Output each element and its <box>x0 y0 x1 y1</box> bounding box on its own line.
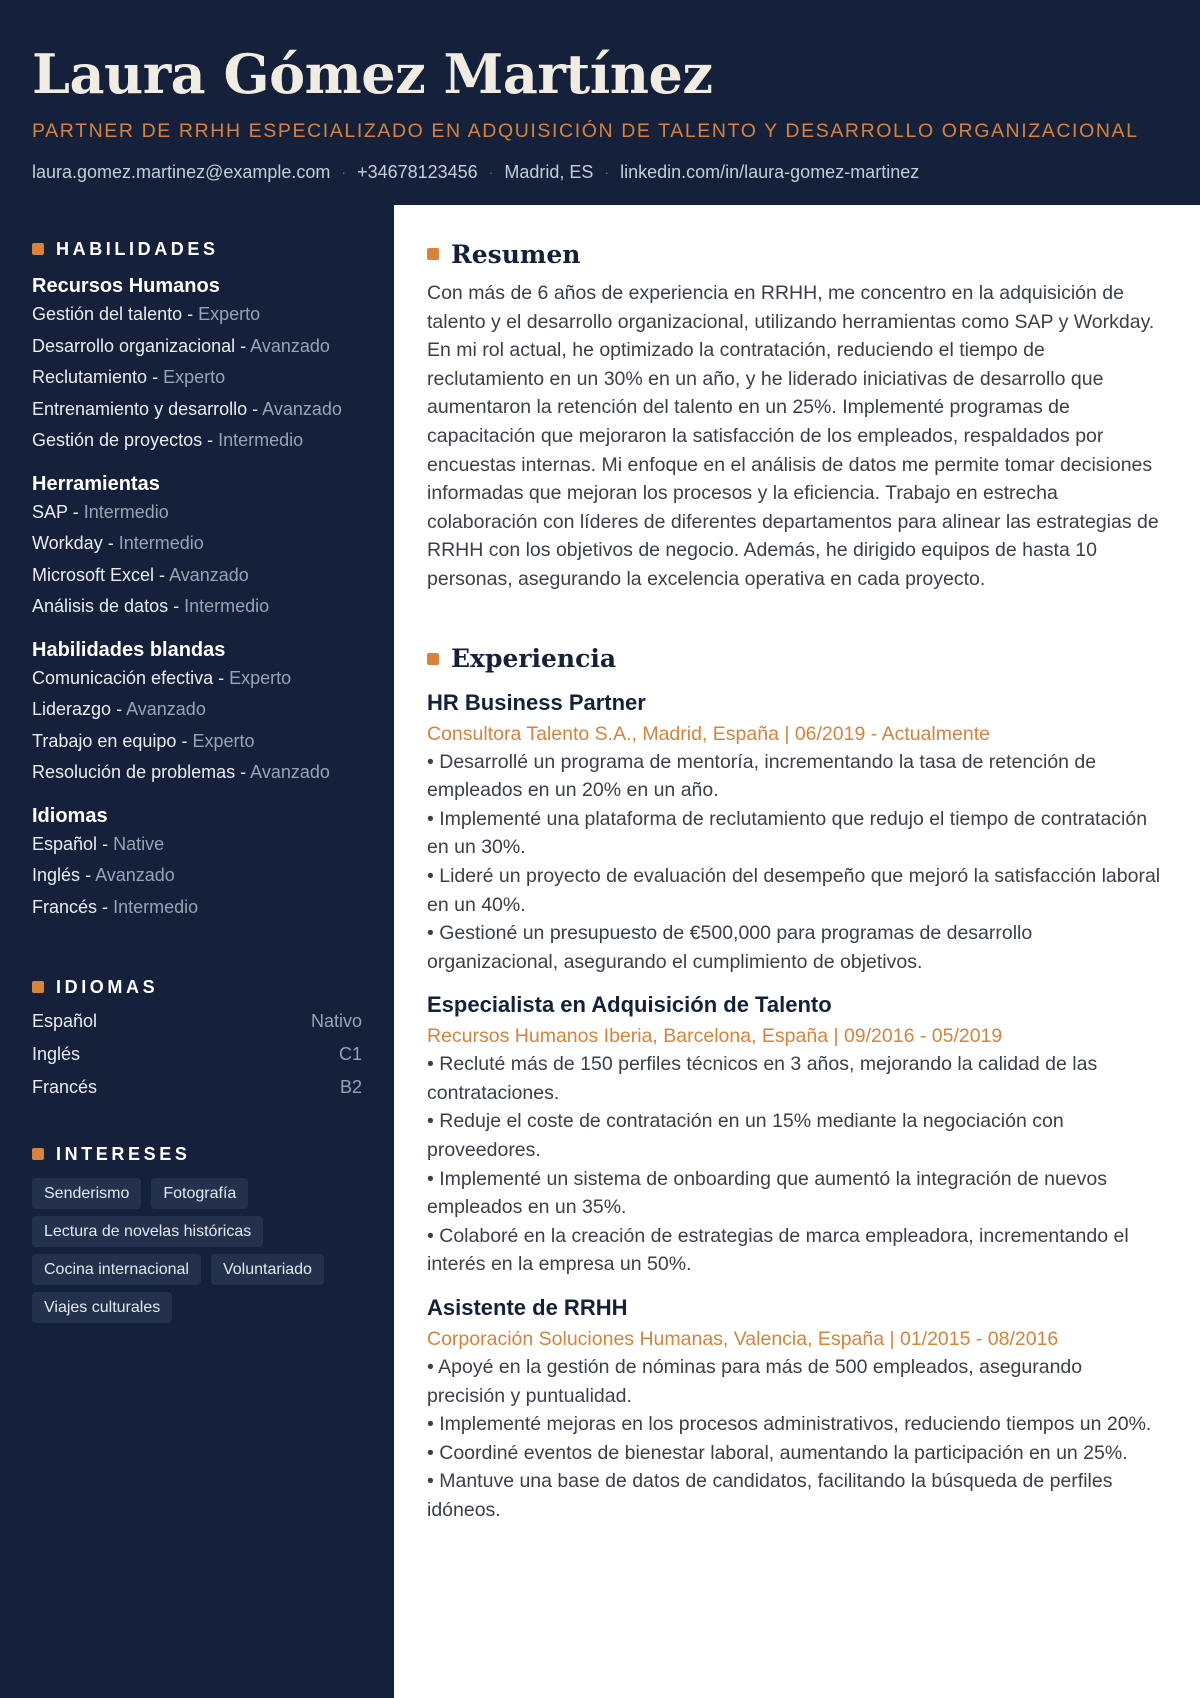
skill-dash: - <box>116 699 123 719</box>
contact-separator: · <box>341 164 347 180</box>
language-level: B2 <box>339 1077 362 1097</box>
skill-item <box>32 497 362 529</box>
candidate-name: Laura Gómez Martínez <box>32 42 713 106</box>
job-bullet: • Lideré un proyecto de evaluación del desempeño que mejoró la satisfacción laboral en un 40%. <box>427 864 1161 916</box>
interests-heading <box>32 1142 362 1166</box>
skill-item <box>32 528 362 560</box>
skill-item <box>32 694 362 726</box>
contact-phone[interactable]: +34678123456 <box>357 162 478 182</box>
job-entry <box>427 1293 1162 1525</box>
languages-list <box>32 1005 362 1104</box>
skill-dash: - <box>102 896 109 917</box>
interest-tag: Senderismo <box>32 1178 141 1209</box>
contact-location: Madrid, ES <box>504 162 594 182</box>
skill-group-title: Idiomas <box>32 804 108 827</box>
skill-dash: - <box>107 533 114 553</box>
job-title: HR Business Partner <box>427 689 646 715</box>
skill-item <box>32 860 362 892</box>
skill-name: Español <box>32 833 98 854</box>
interest-tag: Lectura de novelas históricas <box>32 1216 263 1247</box>
experience-list <box>427 688 1162 1525</box>
job-bullet: • Implementé un sistema de onboarding que aumentó la integración de nuevos empleados en un 35%. <box>427 1167 1108 1219</box>
language-level: Nativo <box>310 1011 362 1031</box>
skills-heading <box>32 237 362 261</box>
skill-item <box>32 331 362 363</box>
job-bullet: • Implementé una plataforma de reclutamiento que redujo el tiempo de contratación en un 30%. <box>427 807 1148 859</box>
contact-linkedin[interactable]: linkedin.com/in/laura-gomez-martinez <box>620 162 920 182</box>
job-bullet: • Gestioné un presupuesto de €500,000 para programas de desarrollo organizacional, asegurando el cumplimiento de objetivos. <box>427 922 1033 973</box>
job-bullets <box>427 1353 1162 1525</box>
job-company-dates: Recursos Humanos Iberia, Barcelona, España | 09/2016 - 05/2019 <box>427 1025 1003 1048</box>
job-company-dates: Consultora Talento S.A., Madrid, España | 06/2019 - Actualmente <box>427 722 990 745</box>
language-level: C1 <box>338 1044 362 1064</box>
job-title: Especialista en Adquisición de Talento <box>427 992 832 1018</box>
skill-item <box>32 591 362 623</box>
job-bullet: • Colaboré en la creación de estrategias de marca empleadora, incrementando el interés en la empresa un 50%. <box>427 1224 1129 1276</box>
skill-name: Inglés <box>32 865 81 885</box>
interests-tags <box>32 1178 372 1330</box>
skill-level: Avanzado <box>169 564 249 585</box>
skill-level: Intermedio <box>218 430 304 450</box>
interest-tag: Fotografía <box>151 1178 248 1209</box>
job-company-dates: Corporación Soluciones Humanas, Valencia, España | 01/2015 - 08/2016 <box>427 1328 1059 1351</box>
skill-item <box>32 560 362 592</box>
skill-name: Francés <box>32 896 98 917</box>
interests-heading-label: INTERESES <box>56 1143 191 1164</box>
contact-separator: · <box>488 164 494 180</box>
job-entry <box>427 990 1162 1279</box>
job-bullets <box>427 1050 1162 1279</box>
skill-dash: - <box>102 833 109 854</box>
resume-header <box>0 0 1200 205</box>
interest-tag: Voluntariado <box>211 1254 324 1285</box>
summary-text: Con más de 6 años de experiencia en RRHH, me concentro en la adquisición de talento y el desarrollo organizacional, utilizando herramientas como SAP y Workday. En mi rol actual, he optimizado la contratación, reduciendo el tiempo de reclutamiento en un 30% en un año, y he liderado iniciativas de desarrollo que aumentaron la retención del talento en un 25%. Implementé programas de capacitación que mejoraron la satisfacción de los empleados, respaldados por encuestas internas. Mi enfoque en el análisis de datos me permite tomar decisiones informadas que mejoran los procesos y la eficiencia. Trabajo en estrecha colaboración con líderes de diferentes departamentos para alinear las estrategias de RRHH con los objetivos de negocio. Además, he dirigido equipos de hasta 10 personas, asegurando la excelencia operativa en cada proyecto. <box>427 282 1159 590</box>
skill-level: Avanzado <box>250 335 330 356</box>
job-bullet: • Mantuve una base de datos de candidatos, facilitando la búsqueda de perfiles idóneos. <box>427 1470 1113 1521</box>
language-name: Inglés <box>32 1044 81 1064</box>
skill-level: Intermedio <box>83 501 169 522</box>
skill-name: Trabajo en equipo <box>32 730 177 751</box>
skill-item <box>32 892 362 924</box>
skill-dash: - <box>252 398 259 419</box>
experience-heading <box>427 642 1162 676</box>
skill-level: Avanzado <box>250 762 330 782</box>
job-bullets <box>427 748 1162 977</box>
skill-dash: - <box>85 865 92 885</box>
job-bullet: • Desarrollé un programa de mentoría, incrementando la tasa de retención de empleados en un 20% en un año. <box>427 750 1097 802</box>
skill-name: Análisis de datos <box>32 596 169 616</box>
skill-name: Desarrollo organizacional <box>32 335 236 356</box>
skill-level: Intermedio <box>118 533 204 553</box>
skill-level: Intermedio <box>113 896 199 917</box>
skills-heading-label: HABILIDADES <box>56 238 219 259</box>
skill-name: Liderazgo <box>32 699 112 719</box>
job-bullet: • Apoyé en la gestión de nóminas para más de 500 empleados, asegurando precisión y puntualidad. <box>427 1356 1083 1407</box>
summary-heading-label: Resumen <box>451 239 581 269</box>
skill-name: Gestión del talento <box>32 304 183 324</box>
job-bullet: • Coordiné eventos de bienestar laboral, aumentando la participación en un 25%. <box>427 1441 1128 1464</box>
skill-item <box>32 362 362 394</box>
skill-name: Workday <box>32 533 103 553</box>
skill-group-title: Recursos Humanos <box>32 275 220 297</box>
main-content <box>394 205 1200 1525</box>
square-bullet-icon <box>32 1148 44 1160</box>
experience-heading-label: Experiencia <box>451 644 617 674</box>
square-bullet-icon <box>427 248 439 260</box>
summary-heading <box>427 237 1162 271</box>
skill-item <box>32 299 362 331</box>
candidate-headline: PARTNER DE RRHH ESPECIALIZADO EN ADQUISICIÓN DE TALENTO Y DESARROLLO ORGANIZACIONAL <box>32 120 1139 142</box>
languages-heading <box>32 975 362 999</box>
skill-level: Avanzado <box>95 865 175 885</box>
sidebar <box>0 205 394 1698</box>
job-bullet: • Implementé mejoras en los procesos administrativos, reduciendo tiempos un 20%. <box>427 1413 1152 1436</box>
square-bullet-icon <box>427 653 439 665</box>
skill-dash: - <box>240 762 247 782</box>
skill-item <box>32 425 362 457</box>
skill-dash: - <box>152 367 159 387</box>
skill-group-title: Herramientas <box>32 472 160 495</box>
square-bullet-icon <box>32 981 44 993</box>
language-name: Francés <box>32 1077 98 1097</box>
skill-dash: - <box>159 564 166 585</box>
language-row <box>32 1038 362 1071</box>
skill-name: SAP <box>32 501 68 522</box>
skill-name: Gestión de proyectos <box>32 430 203 450</box>
job-title: Asistente de RRHH <box>427 1295 628 1321</box>
skill-name: Resolución de problemas <box>32 762 236 782</box>
job-bullet: • Reduje el coste de contratación en un 15% mediante la negociación con proveedores. <box>427 1110 1064 1162</box>
skill-dash: - <box>173 596 180 616</box>
skill-level: Experto <box>192 730 255 751</box>
skill-level: Avanzado <box>126 699 206 719</box>
job-bullet: • Recluté más de 150 perfiles técnicos en 3 años, mejorando la calidad de las contrataciones. <box>427 1053 1098 1104</box>
skill-dash: - <box>187 304 194 324</box>
contact-separator: · <box>604 164 610 180</box>
skill-groups <box>32 273 362 923</box>
skill-dash: - <box>181 730 188 751</box>
skill-item <box>32 726 362 758</box>
skill-dash: - <box>72 501 79 522</box>
skill-item <box>32 663 362 695</box>
skill-name: Comunicación efectiva <box>32 667 214 688</box>
skill-item <box>32 829 362 861</box>
interest-tag: Viajes culturales <box>32 1292 172 1323</box>
contact-email[interactable]: laura.gomez.martinez@example.com <box>32 162 331 182</box>
skill-level: Intermedio <box>184 596 270 616</box>
skill-level: Experto <box>198 304 261 324</box>
skill-level: Experto <box>229 667 292 688</box>
skill-level: Native <box>113 833 165 854</box>
skill-level: Avanzado <box>262 398 342 419</box>
language-row <box>32 1005 362 1038</box>
skill-level: Experto <box>163 367 226 387</box>
square-bullet-icon <box>32 243 44 255</box>
skill-name: Reclutamiento <box>32 367 148 387</box>
skill-name: Microsoft Excel <box>32 564 155 585</box>
language-row <box>32 1071 362 1104</box>
languages-heading-label: IDIOMAS <box>56 976 159 997</box>
skill-item <box>32 757 362 789</box>
skill-name: Entrenamiento y desarrollo <box>32 398 248 419</box>
skill-dash: - <box>218 667 225 688</box>
language-name: Español <box>32 1011 98 1031</box>
skill-dash: - <box>240 335 247 356</box>
skill-group-title: Habilidades blandas <box>32 638 226 661</box>
job-entry <box>427 688 1162 977</box>
interest-tag: Cocina internacional <box>32 1254 201 1285</box>
contact-line <box>32 160 1200 184</box>
skill-item <box>32 394 362 426</box>
skill-dash: - <box>207 430 214 450</box>
